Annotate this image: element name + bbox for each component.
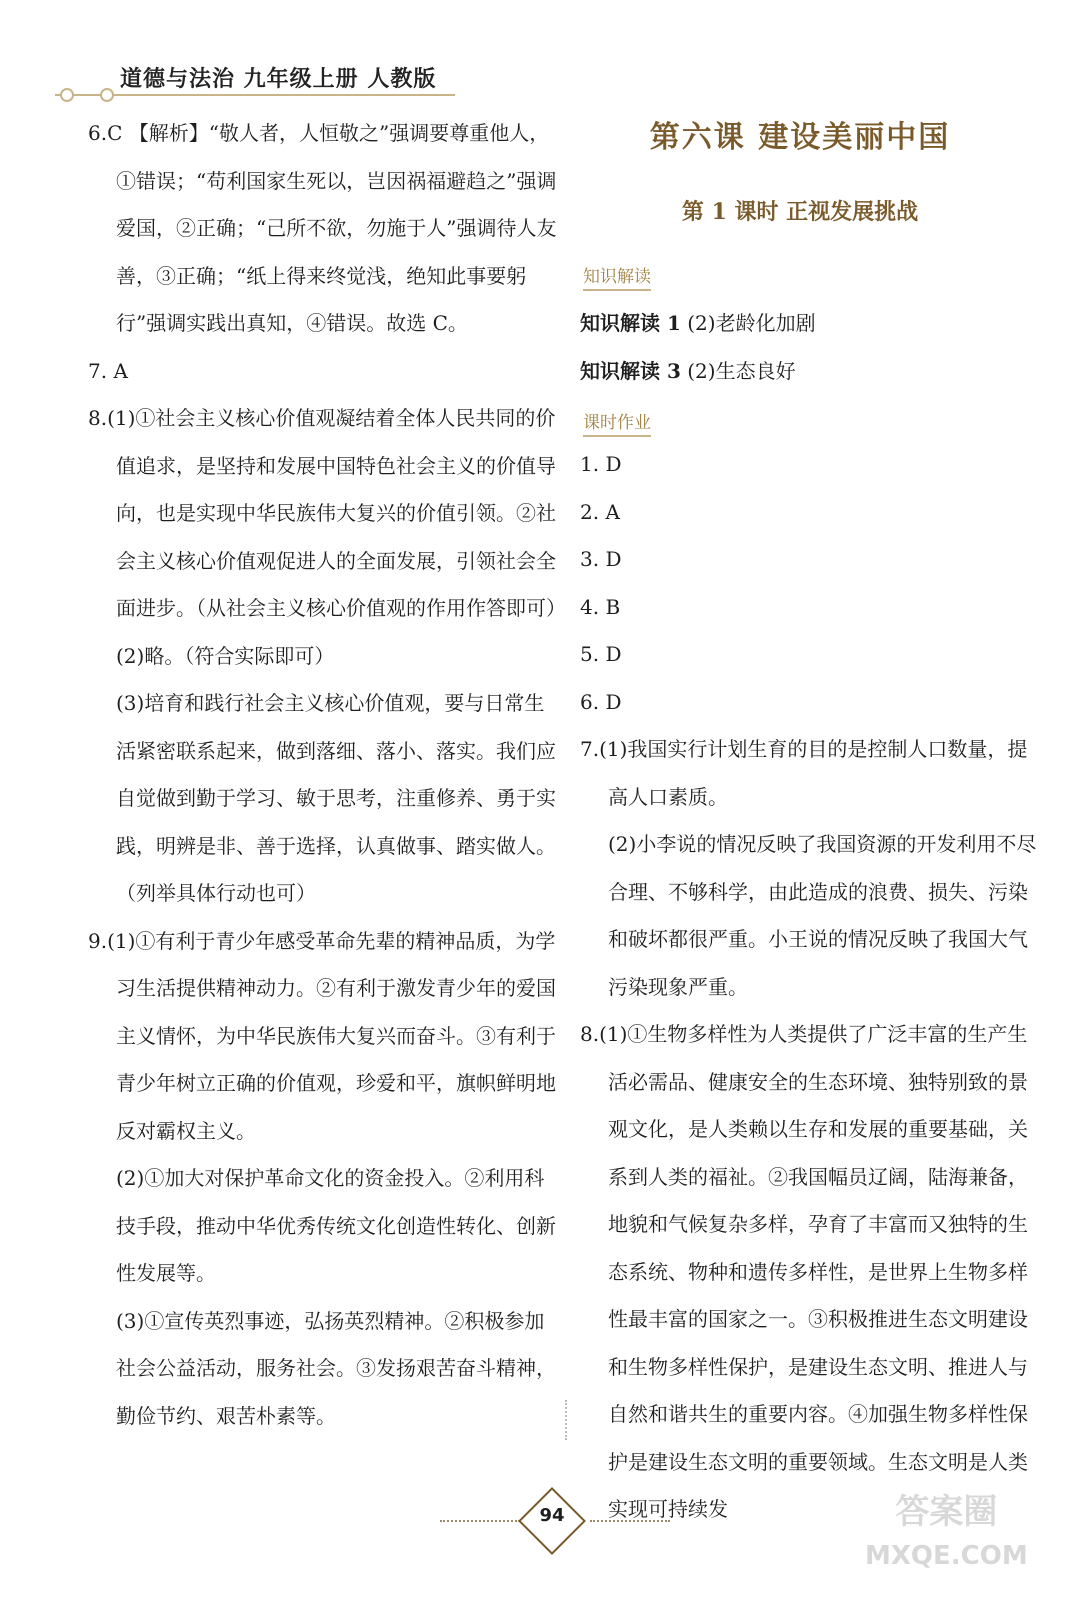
section-title: 第 1 课时 正视发展挑战 <box>681 199 919 225</box>
answer-item: 1. D <box>580 452 622 476</box>
answer-item: 4. B <box>580 594 621 619</box>
knowledge-text: (2)老龄化加剧 <box>687 311 816 335</box>
knowledge-label: 知识解读 1 <box>580 311 681 335</box>
answer-item: 3. D <box>580 547 622 571</box>
footer-rule <box>590 1520 670 1522</box>
lesson-title: 第六课 建设美丽中国 <box>649 120 951 155</box>
answer-8-1: 8.(1)①社会主义核心价值观凝结着全体人民共同的价值追求，是坚持和发展中国特色社会主义的价值导向，也是实现中华民族伟大复兴的价值引领。②社会主义核心价值观促进人的全面发展，引领社会全面进步。（从社会主义核心价值观的作用作答即可） <box>88 406 566 620</box>
footer-rule <box>440 1520 520 1522</box>
header-ornament-icon <box>100 88 114 102</box>
answer-item: 5. D <box>580 642 622 666</box>
answer-8-3: (3)培育和践行社会主义核心价值观，要与日常生活紧密联系起来，做到落细、落小、落实。我们应自觉做到勤于学习、敏于思考，注重修养、勇于实践，明辨是非、善于选择，认真做事、踏实做人。（列举具体行动也可） <box>116 691 556 905</box>
knowledge-item <box>580 348 1040 396</box>
knowledge-list <box>580 300 1040 395</box>
header-ornament-icon <box>60 88 74 102</box>
book-title: 道德与法治 九年级上册 人教版 <box>120 67 437 92</box>
watermark-top: 答案圈 <box>895 1492 998 1532</box>
answer-7-1: 7.(1)我国实行计划生育的目的是控制人口数量，提高人口素质。 <box>580 737 1028 809</box>
answer-item: 6. D <box>580 689 622 714</box>
answer-7-2: (2)小李说的情况反映了我国资源的开发利用不尽合理、不够科学，由此造成的浪费、损失、污染和破坏都很严重。小王说的情况反映了我国大气污染现象严重。 <box>608 832 1037 999</box>
answer-7: 7. A <box>88 358 128 383</box>
right-column <box>580 441 1040 1534</box>
column-divider <box>565 1400 569 1440</box>
knowledge-label: 知识解读 3 <box>580 358 681 383</box>
left-column <box>88 110 566 1440</box>
page-number: 94 <box>539 1505 565 1526</box>
answer-9-2: (2)①加大对保护革命文化的资金投入。②利用科技手段，推动中华优秀传统文化创造性转化、创新性发展等。 <box>116 1166 556 1285</box>
watermark-bottom: MXQE.COM <box>865 1541 1028 1571</box>
answer-9-3: (3)①宣传英烈事迹，弘扬英烈精神。②积极参加社会公益活动，服务社会。③发扬艰苦奋斗精神，勤俭节约、艰苦朴素等。 <box>116 1308 556 1428</box>
knowledge-text: (2)生态良好 <box>687 358 796 383</box>
knowledge-item <box>580 300 1040 348</box>
answer-8-2: (2)略。（符合实际即可） <box>116 643 335 668</box>
knowledge-tag: 知识解读 <box>583 262 651 291</box>
answer-8-1-right: 8.(1)①生物多样性为人类提供了广泛丰富的生产生活必需品、健康安全的生态环境、独特别致的景观文化，是人类赖以生存和发展的重要基础，关系到人类的福祉。②我国幅员辽阔，陆海兼备，地貌和气候复杂多样，孕育了丰富而又独特的生态系统、物种和遗传多样性，是世界上生物多样性最丰富的国家之一。③积极推进生态文明建设和生物多样性保护，是建设生态文明、推进人与自然和谐共生的重要内容。④加强生物多样性保护是建设生态文明的重要领域。生态文明是人类实现可持续发 <box>580 1022 1028 1521</box>
header-rule <box>55 94 455 96</box>
homework-tag: 课时作业 <box>583 408 651 437</box>
answer-6: 6.C 【解析】“敬人者，人恒敬之”强调要尊重他人，①错误；“苟利国家生死以，岂因祸福避趋之”强调爱国，②正确；“己所不欲，勿施于人”强调待人友善，③正确；“纸上得来终觉浅，绝知此事要躬行”强调实践出真知，④错误。故选 C。 <box>88 121 557 335</box>
answer-item: 2. A <box>580 499 620 524</box>
answer-9-1: 9.(1)①有利于青少年感受革命先辈的精神品质，为学习生活提供精神动力。②有利于激发青少年的爱国主义情怀，为中华民族伟大复兴而奋斗。③有利于青少年树立正确的价值观，珍爱和平，旗帜鲜明地反对霸权主义。 <box>88 928 556 1143</box>
watermark <box>865 1490 1028 1578</box>
